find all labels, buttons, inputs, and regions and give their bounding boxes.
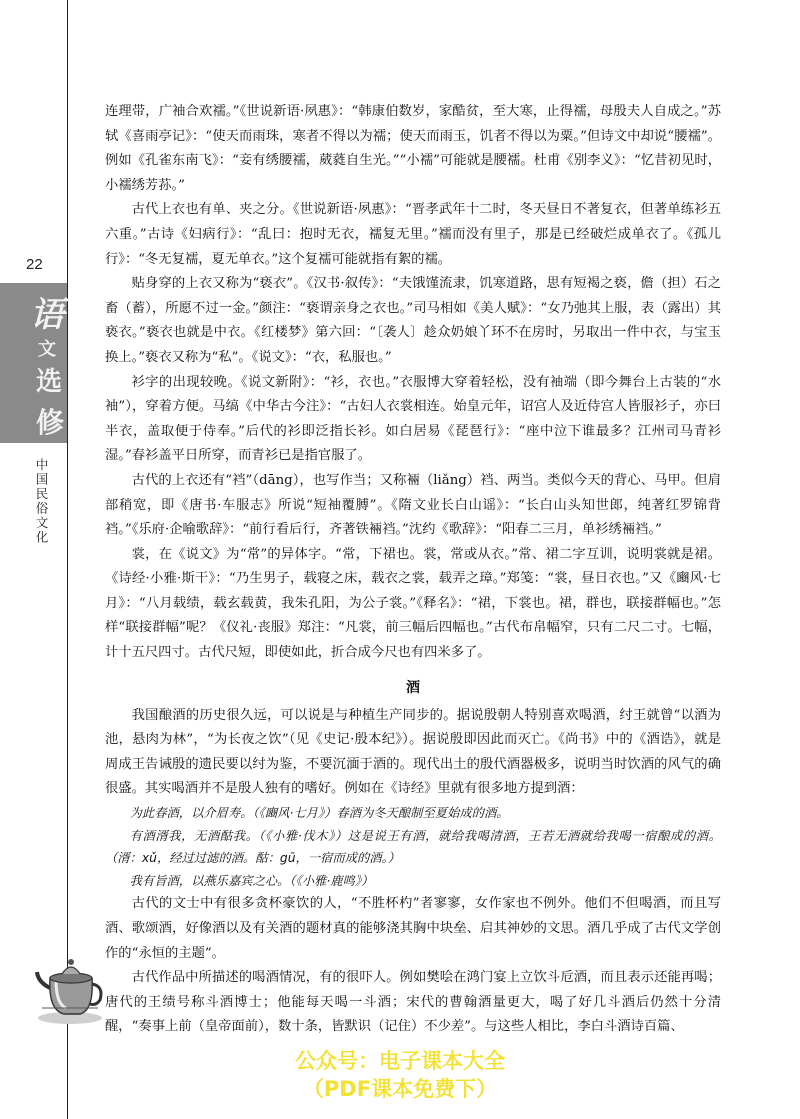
page-number: 22 (26, 256, 43, 273)
book-title-vertical: 中国民俗文化 (34, 458, 49, 545)
section-title: 酒 (406, 679, 420, 696)
tab-char-1: 语 (30, 295, 64, 335)
body-paragraph: 连理带，广袖合欢襦。”《世说新语·夙惠》：“韩康伯数岁，家酷贫，至大寒，止得襦，母殷夫人自成之。”苏轼《喜雨亭记》：“使天而雨珠，寒者不得以为襦；使天而雨玉，饥者不得以为粟。”但诗文中却说“腰襦”。例如《孔雀东南飞》：“妾有绣腰襦，葳蕤自生光。”“小襦”可能就是腰襦。杜甫《别李义》：“忆昔初见时，小襦绣芳荪。” (105, 104, 721, 193)
quote-line: 有酒湑我，无酒酤我。（《小雅·伐木》）这是说王有酒，就给我喝清酒，王若无酒就给我喝一宿酿成的酒。（湑：xǔ，经过过滤的酒。酤：gū，一宿而成的酒。） (105, 828, 721, 866)
tab-char-2: 文 (38, 339, 56, 360)
body-paragraph: 古代的上衣还有“裆”（dāng），也写作当；又称裲（liǎng）裆、两当。类似今天的背心、马甲。但肩部稍宽，即《唐书·车服志》所说“短袖覆膊”。《隋文业长白山谣》：“长白山头知世郎，纯著红罗锦背裆。”《乐府·企喻歌辞》：“前行看后行，齐著铁裲裆。”沈约《歌辞》：“阳春二三月，单衫绣裲裆。” (105, 472, 721, 538)
body-paragraph: 古代作品中所描述的喝酒情况，有的很吓人。例如樊哙在鸿门宴上立饮斗卮酒，而且表示还能再喝；唐代的王绩号称斗酒博士；他能每天喝一斗酒；宋代的曹翰酒量更大，喝了好几斗酒后仍然十分清醒，“奏事上前（皇帝面前），数十条，皆默识（记住）不少差”。与这些人相比，李白斗酒诗百篇、 (105, 970, 721, 1035)
teapot-icon (34, 948, 106, 1026)
body-paragraph: 裳，在《说文》为“常”的异体字。“常，下裙也。裳，常或从衣。”常、裙二字互训，说明裳就是裙。《诗经·小雅·斯干》：“乃生男子，载寝之床，载衣之裳，载弄之璋。”郑笺：“裳，昼日衣也。”又《豳风·七月》：“八月载绩，载玄载黄，我朱孔阳，为公子裳。”《释名》：“裙，下裳也。裙，群也，联接群幅也。”怎样“联接群幅”呢？《仪礼·丧服》郑注：“凡裳，前三幅后四幅也。”古代布帛幅窄，只有二尺二寸。七幅，计十五尺四寸。古代尺短，即使如此，折合成今尺也有四米多了。 (105, 546, 721, 661)
quote-line: 我有旨酒，以燕乐嘉宾之心。（《小雅·鹿鸣》） (129, 873, 374, 888)
tab-char-3: 选 (36, 367, 63, 397)
watermark-line-1: 公众号：电子课本大全 (295, 1049, 505, 1073)
page-content (105, 100, 721, 1040)
body-paragraph: 衫字的出现较晚。《说文新附》：“衫，衣也。”衣服博大穿着轻松，没有袖端（即今舞台上古装的“水袖”），穿着方便。马缟《中华古今注》：“古妇人衣裳相连。始皇元年，诏宫人及近侍宫人皆服衫子，亦曰半衣，盖取便于侍奉。”后代的衫即泛指长衫。如白居易《琵琶行》：“座中泣下谁最多？江州司马青衫湿。”春衫盖平日所穿，而青衫已是指官服了。 (105, 374, 721, 464)
quote-line: 为此春酒，以介眉寿。（《豳风·七月》）春酒为冬天酿制至夏始成的酒。 (129, 806, 509, 821)
body-paragraph: 贴身穿的上衣又称为“亵衣”。《汉书·叙传》：“夫饿馑流隶，饥寒道路，思有短褐之亵，儋（担）石之畜（蓄），所愿不过一金。”颜注：“亵谓亲身之衣也。”司马相如《美人赋》：“女乃弛其上服，表（露出）其亵衣。”亵衣也就是中衣。《红楼梦》第六回：“〔袭人〕趁众奶娘丫环不在房时，另取出一件中衣，与宝玉换上。”亵衣又称为“私”。《说文》：“衣，私服也。” (105, 276, 721, 365)
tab-char-4: 修 (36, 406, 65, 439)
section-tab (0, 283, 67, 443)
body-paragraph: 古代上衣也有单、夹之分。《世说新语·夙惠》：“晋孝武年十二时，冬天昼日不著复衣，但著单练衫五六重。”古诗《妇病行》：“乱曰：抱时无衣，襦复无里。”襦而没有里子，那是已经破烂成单衣了。《孤儿行》：“冬无复襦，夏无单衣。”这个复襦可能就指有絮的襦。 (105, 202, 721, 267)
body-paragraph: 古代的文士中有很多贪杯豪饮的人，“不胜杯杓”者寥寥，女作家也不例外。他们不但喝酒，而且写酒、歌颂酒，好像酒以及有关酒的题材真的能够浇其胸中块垒、启其神妙的文思。酒几乎成了古代文学创作的“永恒的主题”。 (105, 896, 721, 961)
body-paragraph: 我国酿酒的历史很久远，可以说是与种植生产同步的。据说殷朝人特别喜欢喝酒，纣王就曾“以酒为池，悬肉为林”，“为长夜之饮”（见《史记·殷本纪》）。据说殷即因此而灭亡。《尚书》中的《酒诰》，就是周成王告诫殷的遗民要以纣为鉴，不要沉湎于酒的。现代出土的殷代酒器极多，说明当时饮酒的风气的确很盛。其实喝酒并不是殷人独有的嗜好。例如在《诗经》里就有很多地方提到酒： (105, 707, 721, 797)
watermark-line-2: （PDF课本免费下） (302, 1077, 498, 1101)
